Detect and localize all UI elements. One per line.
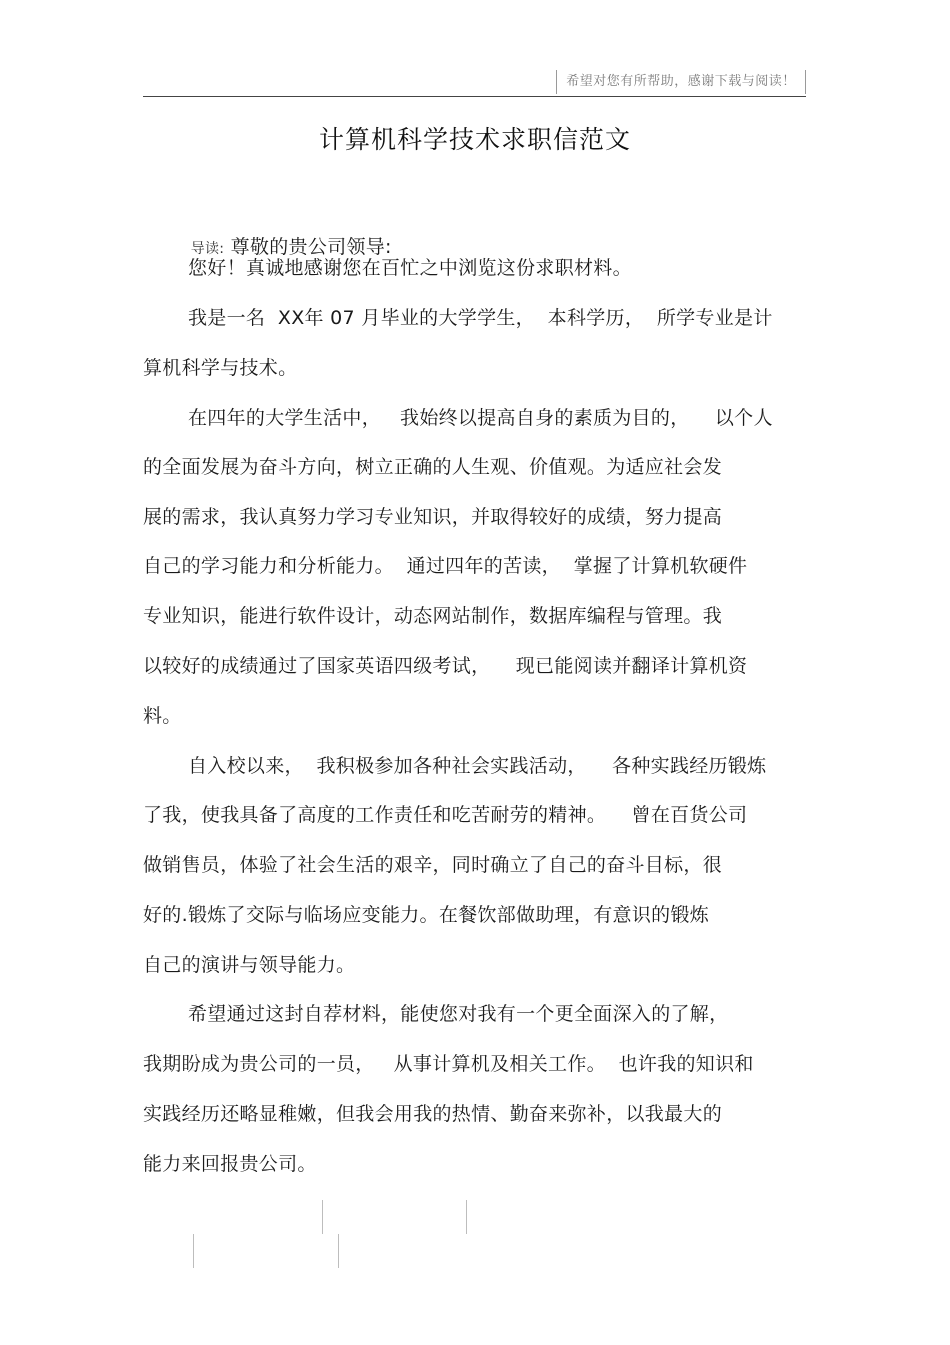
body-line: 自入校以来， 我积极参加各种社会实践活动， 各种实践经历锻炼 <box>188 755 767 777</box>
body-line: 的全面发展为奋斗方向，树立正确的人生观、价值观。为适应社会发 <box>143 456 723 478</box>
header-divider <box>143 96 806 97</box>
body-line: 我是一名 XX年 07 月毕业的大学学生， 本科学历， 所学专业是计 <box>188 307 773 329</box>
body-line: 料。 <box>143 705 182 727</box>
decorative-rule <box>338 1234 339 1268</box>
decorative-rule <box>193 1234 194 1268</box>
body-line: 希望通过这封自荐材料，能使您对我有一个更全面深入的了解， <box>188 1003 729 1025</box>
body-line: 自己的演讲与领导能力。 <box>143 954 356 976</box>
decorative-rule <box>466 1200 467 1234</box>
body-line: 了我，使我具备了高度的工作责任和吃苦耐劳的精神。 曾在百货公司 <box>143 804 748 826</box>
lead-tag: 导读: <box>190 241 225 257</box>
body-line: 自己的学习能力和分析能力。 通过四年的苦读， 掌握了计算机软硬件 <box>143 555 748 577</box>
body-line: 实践经历还略显稚嫩，但我会用我的热情、勤奋来弥补，以我最大的 <box>143 1103 723 1125</box>
body-line: 专业知识，能进行软件设计，动态网站制作，数据库编程与管理。我 <box>143 605 723 627</box>
body-line: 算机科学与技术。 <box>143 357 298 379</box>
body-line: 做销售员，体验了社会生活的艰辛，同时确立了自己的奋斗目标，很 <box>143 854 723 876</box>
body-line: 以较好的成绩通过了国家英语四级考试， 现已能阅读并翻译计算机资 <box>143 655 748 677</box>
document-title: 计算机科学技术求职信范文 <box>318 125 631 154</box>
body-line: 能力来回报贵公司。 <box>143 1153 317 1175</box>
decorative-rule <box>322 1200 323 1234</box>
body-line: 我期盼成为贵公司的一员， 从事计算机及相关工作。 也许我的知识和 <box>143 1053 754 1075</box>
body-line: 在四年的大学生活中， 我始终以提高自身的素质为目的， 以个人 <box>188 407 773 429</box>
salutation: 尊敬的贵公司领导: <box>230 236 392 258</box>
body-line: 展的需求，我认真努力学习专业知识，并取得较好的成绩，努力提高 <box>143 506 723 528</box>
body-line: 好的.锻炼了交际与临场应变能力。在餐饮部做助理，有意识的锻炼 <box>143 904 710 926</box>
body-line: 您好！真诚地感谢您在百忙之中浏览这份求职材料。 <box>188 257 632 279</box>
header-banner: 希望对您有所帮助，感谢下载与阅读！ <box>556 70 806 94</box>
